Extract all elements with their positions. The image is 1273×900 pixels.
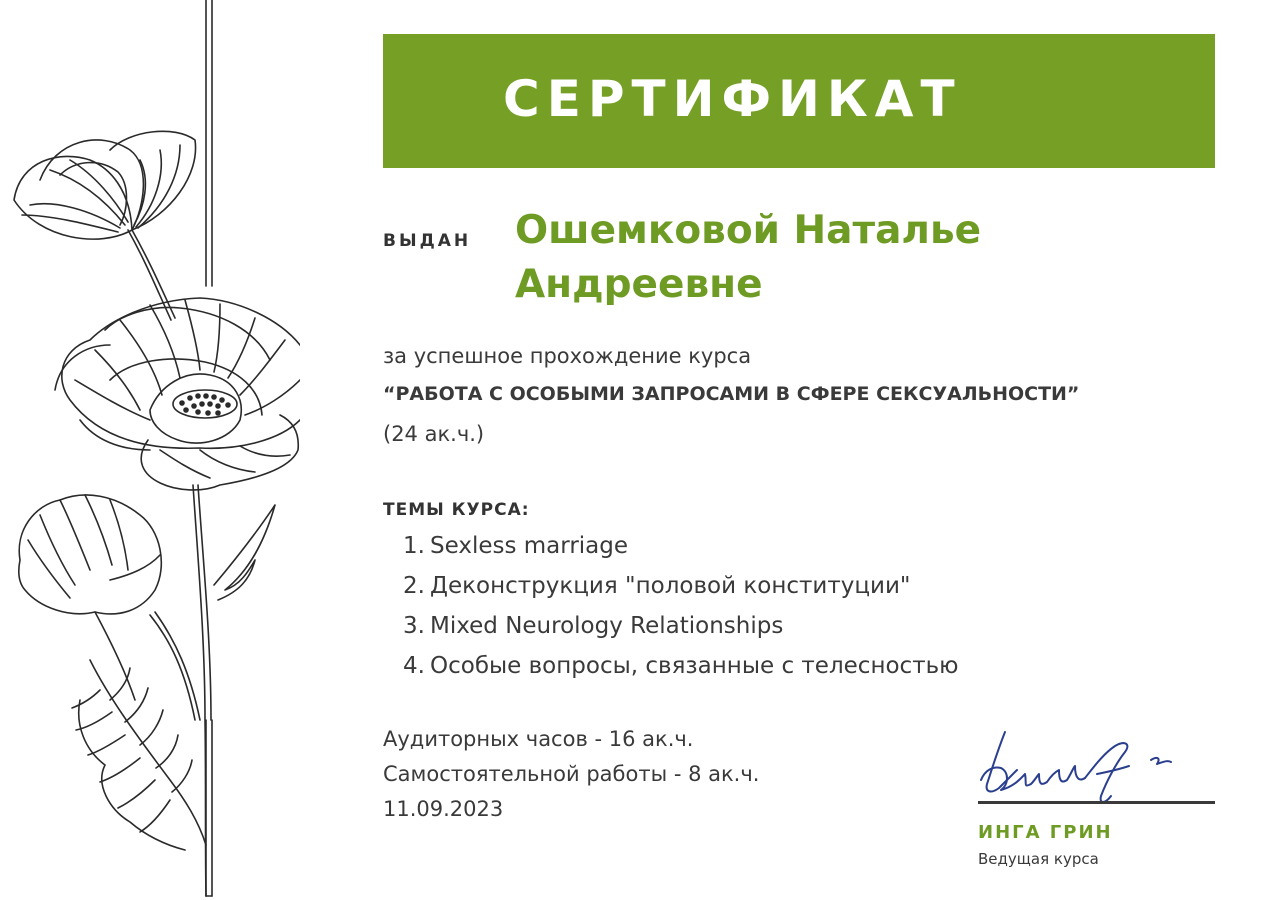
topic-text: Особые вопросы, связанные с телесностью xyxy=(430,653,959,679)
recipient-name xyxy=(515,204,1195,312)
signature-line xyxy=(978,801,1215,804)
poppy-flowers-illustration xyxy=(0,0,300,900)
topic-number: 3. xyxy=(403,613,425,639)
topics-heading: ТЕМЫ КУРСА: xyxy=(383,500,530,520)
signer-role: Ведущая курса xyxy=(978,850,1099,868)
topics-list xyxy=(403,528,959,688)
hours-summary xyxy=(383,722,759,827)
issue-date: 11.09.2023 xyxy=(383,797,504,821)
auditory-hours: Аудиторных часов - 16 ак.ч. xyxy=(383,727,694,751)
signer-name: ИНГА ГРИН xyxy=(978,822,1113,843)
list-item xyxy=(403,608,959,648)
title-banner xyxy=(383,34,1215,168)
issued-to-label: ВЫДАН xyxy=(383,231,472,251)
signature-icon xyxy=(975,722,1185,812)
recipient-name-line-1: Ошемковой Наталье xyxy=(515,208,982,253)
topic-number: 4. xyxy=(403,653,425,679)
list-item xyxy=(403,568,959,608)
topic-text: Деконструкция "половой конституции" xyxy=(430,573,911,599)
topic-text: Sexless marriage xyxy=(430,533,629,559)
self-study-hours: Самостоятельной работы - 8 ак.ч. xyxy=(383,762,760,786)
list-item xyxy=(403,648,959,688)
course-intro: за успешное прохождение курса xyxy=(383,344,752,368)
list-item xyxy=(403,528,959,568)
course-hours: (24 ак.ч.) xyxy=(383,422,485,446)
recipient-name-line-2: Андреевне xyxy=(515,262,763,307)
topic-number: 2. xyxy=(403,573,425,599)
topic-number: 1. xyxy=(403,533,425,559)
certificate-title: СЕРТИФИКАТ xyxy=(503,70,962,128)
topic-text: Mixed Neurology Relationships xyxy=(430,613,784,639)
course-title: “РАБОТА С ОСОБЫМИ ЗАПРОСАМИ В СФЕРЕ СЕКСУАЛЬНОСТИ” xyxy=(383,383,1080,405)
